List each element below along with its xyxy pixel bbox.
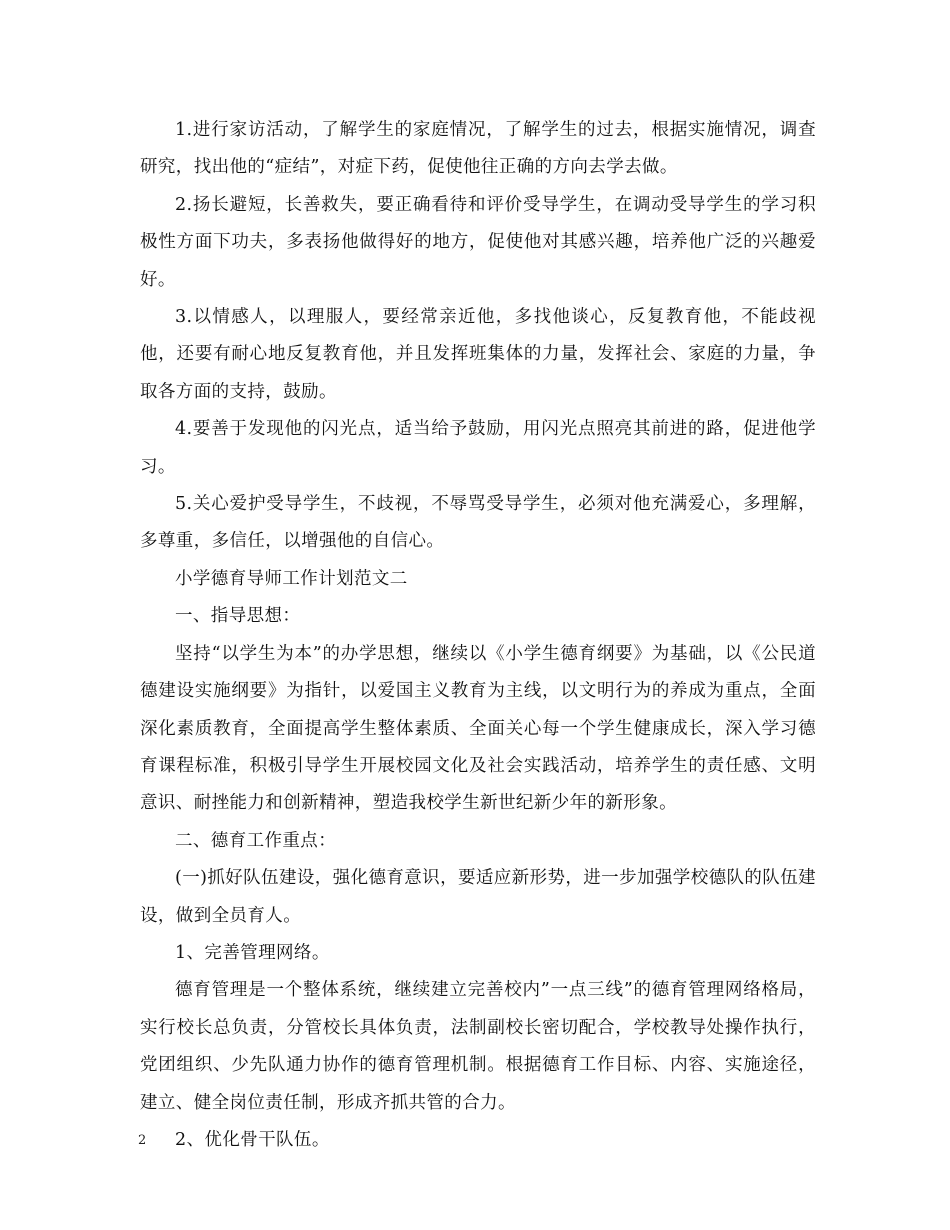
paragraph-bright-spots: 4.要善于发现他的闪光点，适当给予鼓励，用闪光点照亮其前进的路，促进他学习。 — [140, 419, 816, 477]
paragraph-guiding-ideology: 坚持“以学生为本”的办学思想，继续以《小学生德育纲要》为基础，以《公民道德建设实施纲要》为指针，以爱国主义教育为主线，以文明行为的养成为重点，全面深化素质教育，全面提高学生整体素质、全面关心每一个学生健康成长，深入学习德育课程标准，积极引导学生开展校园文化及社会实践活动，培养学生的责任感、文明意识、耐挫能力和创新精神，塑造我校学生新世纪新少年的新形象。 — [140, 643, 816, 814]
paragraph-management-network: 德育管理是一个整体系统，继续建立完善校内”一点三线”的德育管理网络格局，实行校长总负责，分管校长具体负责，法制副校长密切配合，学校教导处操作执行，党团组织、少先队通力协作的德育管理机制。根据德育工作目标、内容、实施途径，建立、健全岗位责任制，形成齐抓共管的合力。 — [140, 980, 816, 1113]
heading-guiding-ideology: 一、指导思想： — [175, 606, 301, 627]
paragraph-team-building: (一)抓好队伍建设，强化德育意识，要适应新形势，进一步加强学校德队的队伍建设，做到全员育人。 — [140, 868, 816, 926]
heading-work-focus: 二、德育工作重点： — [175, 830, 337, 851]
page-number: 2 — [138, 1133, 147, 1148]
paragraph-care: 5.关心爱护受导学生，不歧视，不辱骂受导学生，必须对他充满爱心，多理解，多尊重，多信任，以增强他的自信心。 — [140, 494, 816, 552]
subheading-management-network: 1、完善管理网络。 — [175, 942, 330, 963]
paragraph-emotion: 3.以情感人，以理服人，要经常亲近他，多找他谈心，反复教育他，不能歧视他，还要有耐心地反复教育他，并且发挥班集体的力量，发挥社会、家庭的力量，争取各方面的支持，鼓励。 — [140, 307, 816, 402]
subheading-backbone-team: 2、优化骨干队伍。 — [175, 1129, 330, 1150]
document-body — [140, 112, 816, 1159]
paragraph-home-visit: 1.进行家访活动，了解学生的家庭情况，了解学生的过去，根据实施情况，调查研究，找出他的“症结”，对症下药，促使他往正确的方向去学去做。 — [140, 120, 816, 178]
section-title-example-two: 小学德育导师工作计划范文二 — [175, 568, 408, 589]
paragraph-strengths: 2.扬长避短，长善救失，要正确看待和评价受导学生，在调动受导学生的学习积极性方面下功夫，多表扬他做得好的地方，促使他对其感兴趣，培养他广泛的兴趣爱好。 — [140, 194, 816, 290]
